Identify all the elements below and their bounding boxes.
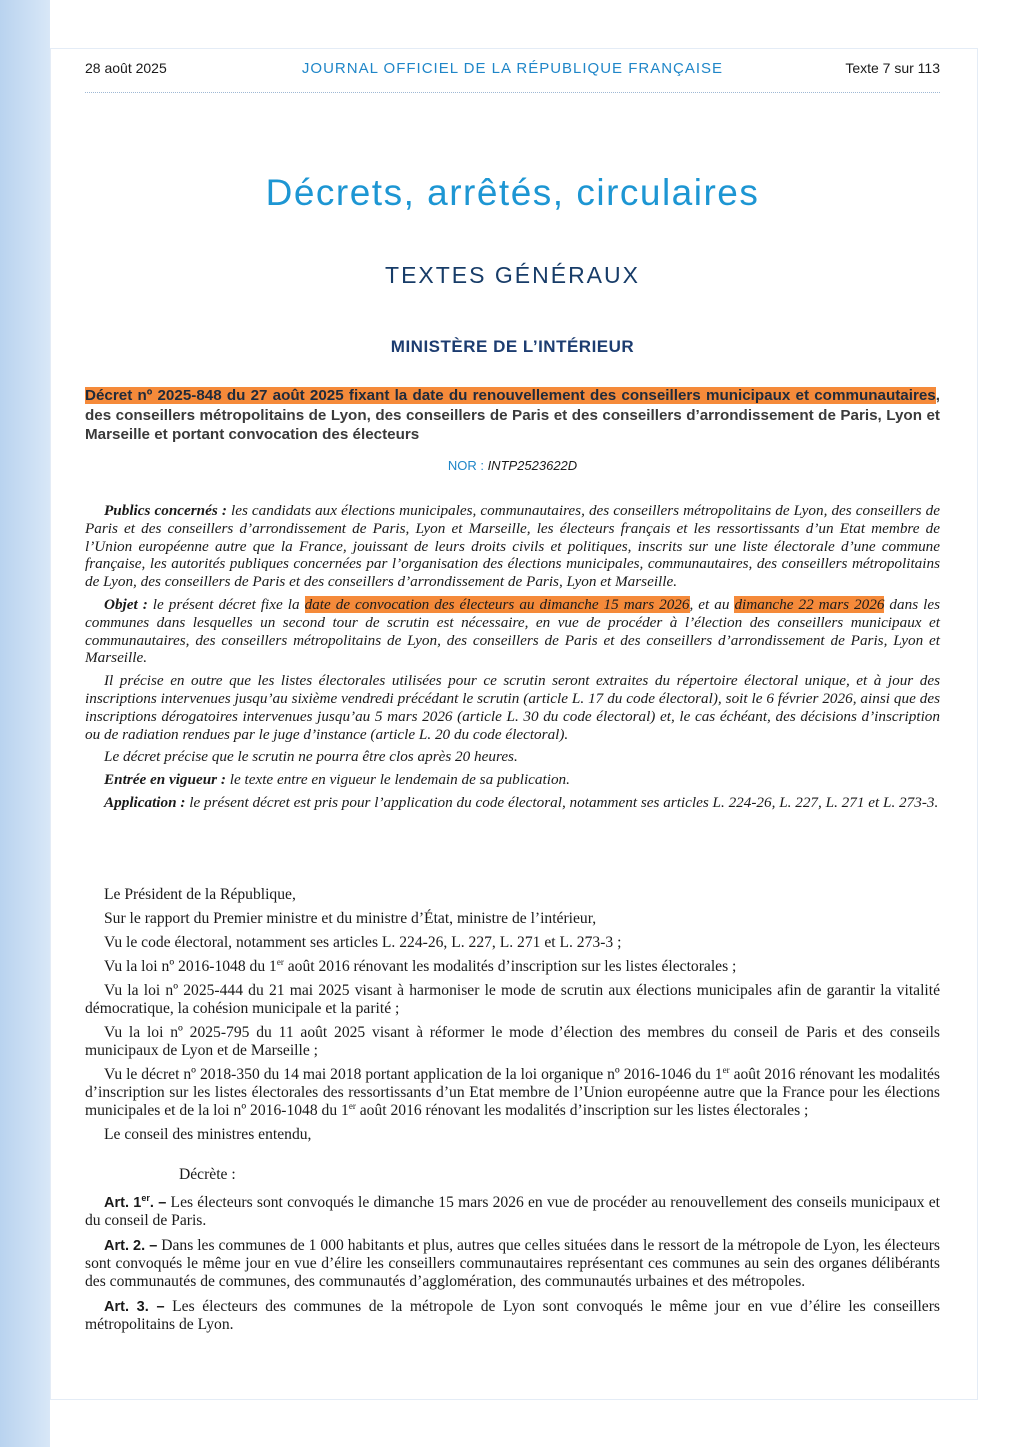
body-visa-4: Vu la loi nº 2025-795 du 11 août 2025 visant à réformer le mode d’élection des membres du conseil de Paris et des conseils municipaux de Lyon et de Marseille ; bbox=[85, 1024, 940, 1059]
header-divider bbox=[85, 92, 940, 93]
application-label: Application : bbox=[104, 793, 186, 811]
visa-2-text-b: août 2016 rénovant les modalités d’inscription sur les listes électorales ; bbox=[283, 958, 737, 975]
publics-text: les candidats aux élections municipales, communautaires, des conseillers métropolitains de Lyon, des conseillers de Paris et des conseillers d’arrondissement de Paris, Lyon et Marseille, les électeurs français et les ressortissants d’un Etat membre de l’Union européenne autre que la France, jouissant de leurs droits civils et politiques, inscrits sur une liste électorale d’une commune française, les autorités publiques concernées par l’organisation des élections municipales, communautaires, des conseillers métropolitains de Lyon, des conseillers de Paris et des conseillers d’arrondissement de Paris, Lyon et Marseille. bbox=[85, 502, 940, 591]
objet-highlight-first-round: date de convocation des électeurs au dimanche 15 mars 2026 bbox=[304, 595, 690, 613]
summary-precise: Il précise en outre que les listes électorales utilisées pour ce scrutin seront extraites du répertoire électoral unique, et à jour des inscriptions intervenues jusqu’au sixième vendredi précédant le scrutin (article L. 17 du code électoral), soit le 6 février 2026, ainsi que des inscriptions dérogatoires intervenues jusqu’au 5 mars 2026 (article L. 30 du code électoral) et, le cas échéant, des décisions d’inscription ou de radiation rendues par le juge d’instance (article L. 20 du code électoral). bbox=[85, 672, 940, 743]
summary-clos: Le décret précise que le scrutin ne pourra être clos après 20 heures. bbox=[104, 748, 518, 766]
objet-text-pre: le présent décret fixe la bbox=[147, 595, 305, 613]
article-3-text: Les électeurs des communes de la métropole de Lyon sont convoqués le même jour en vue d’élire les conseillers métropolitains de Lyon. bbox=[85, 1298, 940, 1333]
article-2-text: Dans les communes de 1 000 habitants et plus, autres que celles situées dans le ressort de la métropole de Lyon, les électeurs sont convoqués le même jour en vue d’élire les conseillers communautaires représentant ces communes au sein des organes délibérants des communautés de communes, des communautés d’agglomération, des communautés urbaines et des métropoles. bbox=[85, 1237, 940, 1290]
page-header bbox=[85, 60, 940, 82]
decree-title bbox=[85, 386, 940, 445]
objet-label: Objet : bbox=[104, 595, 148, 613]
body-conseil: Le conseil des ministres entendu, bbox=[104, 1126, 312, 1143]
header-text-number: Texte 7 sur 113 bbox=[845, 60, 940, 76]
section-title: TEXTES GÉNÉRAUX bbox=[385, 262, 640, 288]
header-date: 28 août 2025 bbox=[85, 60, 167, 76]
ministry-heading: MINISTÈRE DE L’INTÉRIEUR bbox=[390, 337, 635, 356]
article-3-label: Art. 3. – bbox=[104, 1299, 165, 1315]
article-1-label-dash: . – bbox=[149, 1195, 167, 1211]
article-3 bbox=[85, 1298, 940, 1334]
visa-5-text-b: août 2016 rénovant les modalités d’inscription sur les listes électorales des ressortissants d’un Etat membre de l’Union européenne autre que la France pour les élections municipales et de la loi nº 2016-1048 du 1 bbox=[85, 1066, 940, 1119]
page-title: Décrets, arrêtés, circulaires bbox=[265, 172, 760, 213]
article-1-label-sup: er bbox=[141, 1193, 150, 1204]
body-president: Le Président de la République, bbox=[104, 886, 296, 903]
article-2 bbox=[85, 1237, 940, 1291]
decree-title-highlight: Décret nº 2025-848 du 27 août 2025 fixant la date du renouvellement des conseillers municipaux et communautaires bbox=[85, 387, 936, 404]
decree-title-rest: , des conseillers métropolitains de Lyon, des conseillers de Paris et des conseillers d’arrondissement de Paris, Lyon et Marseille et portant convocation des électeurs bbox=[85, 387, 940, 443]
decree-body bbox=[85, 886, 940, 1341]
objet-text-post: dans les communes dans lesquelles un second tour de scrutin est nécessaire, en vue de procéder à l’élection des conseillers municipaux et communautaires, des conseillers métropolitains de Lyon, des conseillers de Paris et des conseillers d’arrondissement de Paris, Lyon et Marseille. bbox=[85, 595, 940, 667]
nor-value: INTP2523622D bbox=[487, 458, 578, 473]
summary-objet bbox=[85, 596, 940, 667]
body-visa-1: Vu le code électoral, notamment ses articles L. 224-26, L. 227, L. 271 et L. 273-3 ; bbox=[104, 934, 622, 951]
nor-reference bbox=[85, 458, 940, 473]
visa-5-sup-2: er bbox=[348, 1100, 356, 1111]
entree-text: le texte entre en vigueur le lendemain de sa publication. bbox=[225, 771, 570, 789]
article-1-text: Les électeurs sont convoqués le dimanche 15 mars 2026 en vue de procéder au renouvellement des conseils municipaux et du conseil de Paris. bbox=[85, 1194, 940, 1229]
body-visa-2 bbox=[85, 958, 940, 976]
summary-entree bbox=[85, 771, 940, 789]
article-2-label: Art. 2. – bbox=[104, 1238, 158, 1254]
summary-publics bbox=[85, 502, 940, 591]
body-rapport: Sur le rapport du Premier ministre et du ministre d’État, ministre de l’intérieur, bbox=[104, 910, 597, 927]
header-journal-title: JOURNAL OFFICIEL DE LA RÉPUBLIQUE FRANÇAISE bbox=[301, 60, 724, 77]
visa-5-text-c: août 2016 rénovant les modalités d’inscription sur les listes électorales ; bbox=[355, 1102, 809, 1119]
visa-5-sup-1: er bbox=[722, 1064, 730, 1075]
nor-label: NOR : bbox=[447, 458, 484, 473]
objet-highlight-second-round: dimanche 22 mars 2026 bbox=[734, 595, 885, 613]
publics-label: Publics concernés : bbox=[104, 502, 227, 519]
visa-5-text-a: Vu le décret nº 2018-350 du 14 mai 2018 portant application de la loi organique nº 2016-1046 du 1 bbox=[104, 1066, 723, 1083]
article-1-label-text: Art. 1 bbox=[104, 1195, 142, 1211]
visa-2-sup: er bbox=[276, 956, 284, 967]
entree-label: Entrée en vigueur : bbox=[104, 771, 226, 789]
body-visa-3: Vu la loi nº 2025-444 du 21 mai 2025 visant à harmoniser le mode de scrutin aux élections municipales afin de garantir la vitalité démocratique, la cohésion municipale et la parité ; bbox=[85, 982, 940, 1017]
summary-application bbox=[85, 794, 940, 812]
application-text: le présent décret est pris pour l’application du code électoral, notamment ses articles L. 224-26, L. 227, L. 271 et L. 273-3. bbox=[185, 793, 939, 811]
decree-summary bbox=[85, 502, 940, 817]
body-decrete: Décrète : bbox=[179, 1166, 236, 1183]
objet-text-mid: , et au bbox=[689, 595, 735, 613]
article-1-label bbox=[104, 1195, 166, 1211]
article-1 bbox=[85, 1194, 940, 1230]
visa-2-text-a: Vu la loi nº 2016-1048 du 1 bbox=[104, 958, 277, 975]
page-margin-band bbox=[0, 0, 50, 1447]
body-visa-5 bbox=[85, 1066, 940, 1120]
